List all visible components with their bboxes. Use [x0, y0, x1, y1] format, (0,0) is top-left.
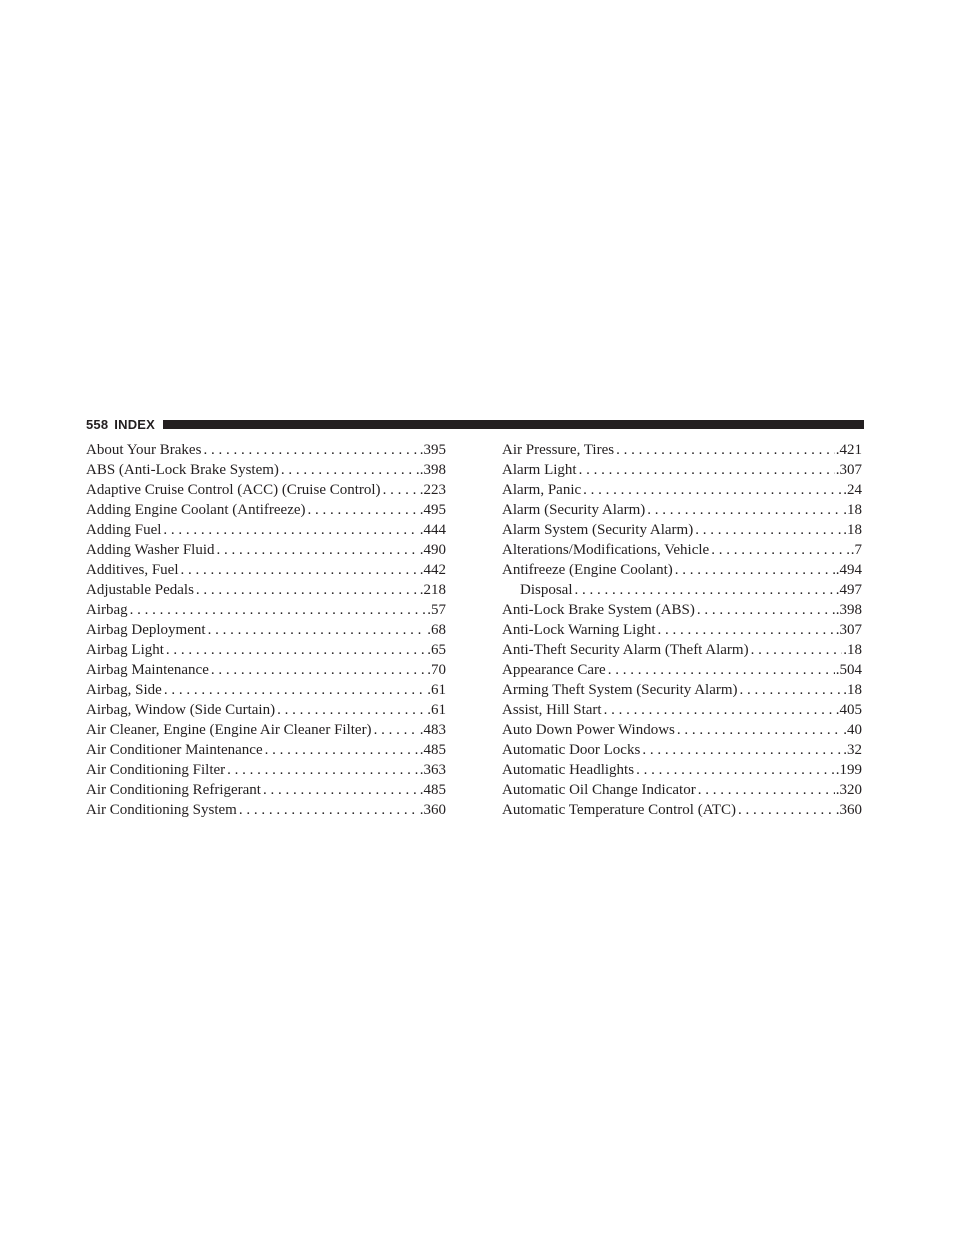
entry-page: .32 [843, 742, 862, 758]
entry-label: Adding Washer Fluid [86, 542, 215, 558]
entry-label: Assist, Hill Start [502, 702, 602, 718]
entry-label: Alarm (Security Alarm) [502, 502, 646, 518]
index-entry[interactable] [502, 740, 862, 760]
dot-leader [217, 540, 419, 560]
dot-leader [164, 680, 426, 700]
entry-label: Air Conditioner Maintenance [86, 742, 263, 758]
entry-page: .218 [419, 582, 446, 598]
dot-leader [265, 740, 419, 760]
dot-leader [196, 580, 419, 600]
index-entry[interactable] [86, 460, 446, 480]
dot-leader [166, 640, 426, 660]
index-entry[interactable] [86, 700, 446, 720]
index-entry[interactable] [502, 460, 862, 480]
entry-page: .61 [427, 682, 446, 698]
entry-page: .65 [427, 642, 446, 658]
entry-label: Airbag, Side [86, 682, 162, 698]
entry-page: .497 [835, 582, 862, 598]
entry-page: .61 [427, 702, 446, 718]
entry-label: Automatic Headlights [502, 762, 635, 778]
entry-label: Alterations/Modifications, Vehicle [502, 542, 710, 558]
entry-page: .442 [419, 562, 446, 578]
index-column-left [86, 440, 446, 820]
index-entry[interactable] [86, 480, 446, 500]
index-entry[interactable] [86, 740, 446, 760]
entry-page: .7 [850, 542, 862, 558]
index-entry[interactable] [86, 800, 446, 820]
entry-page: .398 [419, 462, 446, 478]
index-entry[interactable] [502, 620, 862, 640]
entry-page: .18 [843, 522, 862, 538]
entry-page: .485 [419, 782, 446, 798]
entry-label: Adaptive Cruise Control (ACC) (Cruise Control) [86, 482, 381, 498]
entry-label: Airbag [86, 602, 128, 618]
page-number: 558 [86, 416, 109, 432]
entry-label: Adjustable Pedals [86, 582, 194, 598]
entry-page: .57 [427, 602, 446, 618]
dot-leader [181, 560, 419, 580]
dot-leader [647, 500, 842, 520]
index-column-right [502, 440, 862, 820]
dot-leader [740, 680, 843, 700]
entry-label: Alarm System (Security Alarm) [502, 522, 694, 538]
entry-page: .398 [835, 602, 862, 618]
entry-label: Air Cleaner, Engine (Engine Air Cleaner Filter) [86, 722, 372, 738]
entry-label: Airbag Maintenance [86, 662, 209, 678]
entry-label: Airbag, Window (Side Curtain) [86, 702, 276, 718]
entry-page: .40 [843, 722, 862, 738]
dot-leader [608, 660, 835, 680]
entry-label: Airbag Light [86, 642, 164, 658]
dot-leader [163, 520, 418, 540]
index-entry[interactable] [86, 760, 446, 780]
entry-label: Anti-Theft Security Alarm (Theft Alarm) [502, 642, 749, 658]
entry-page: .70 [427, 662, 446, 678]
entry-page: .199 [835, 762, 862, 778]
entry-page: .494 [835, 562, 862, 578]
entry-page: .18 [843, 682, 862, 698]
dot-leader [308, 500, 419, 520]
dot-leader [239, 800, 419, 820]
dot-leader [211, 660, 426, 680]
dot-leader [698, 780, 835, 800]
entry-label: Additives, Fuel [86, 562, 179, 578]
entry-page: .405 [835, 702, 862, 718]
entry-label: Disposal [520, 582, 573, 598]
page-header [86, 416, 864, 432]
index-entry[interactable] [502, 720, 862, 740]
index-entry[interactable] [86, 720, 446, 740]
index-entry[interactable] [502, 540, 862, 560]
entry-label: Air Pressure, Tires [502, 442, 615, 458]
dot-leader [642, 740, 842, 760]
dot-leader [227, 760, 419, 780]
dot-leader [738, 800, 835, 820]
dot-leader [604, 700, 835, 720]
dot-leader [575, 580, 835, 600]
index-entry[interactable] [86, 520, 446, 540]
entry-page: .68 [427, 622, 446, 638]
entry-page: .490 [419, 542, 446, 558]
entry-page: .360 [835, 802, 862, 818]
dot-leader [677, 720, 842, 740]
entry-label: Alarm, Panic [502, 482, 582, 498]
entry-page: .18 [843, 502, 862, 518]
index-entry[interactable] [86, 680, 446, 700]
index-entry[interactable] [86, 560, 446, 580]
index-entry[interactable] [502, 800, 862, 820]
entry-page: .223 [419, 482, 446, 498]
entry-label: Anti-Lock Warning Light [502, 622, 656, 638]
entry-label: Automatic Oil Change Indicator [502, 782, 696, 798]
entry-label: Air Conditioning Filter [86, 762, 226, 778]
index-entry[interactable] [86, 600, 446, 620]
index-entry[interactable] [86, 580, 446, 600]
dot-leader [658, 620, 835, 640]
entry-label: Antifreeze (Engine Coolant) [502, 562, 673, 578]
index-entry[interactable] [502, 780, 862, 800]
dot-leader [751, 640, 843, 660]
index-entry[interactable] [502, 500, 862, 520]
entry-label: Air Conditioning Refrigerant [86, 782, 261, 798]
entry-label: Anti-Lock Brake System (ABS) [502, 602, 695, 618]
dot-leader [675, 560, 835, 580]
entry-page: .24 [843, 482, 862, 498]
index-entry[interactable] [502, 440, 862, 460]
dot-leader [583, 480, 842, 500]
dot-leader [383, 480, 419, 500]
dot-leader [579, 460, 835, 480]
entry-label: Alarm Light [502, 462, 577, 478]
entry-page: .307 [835, 622, 862, 638]
index-entry[interactable] [502, 640, 862, 660]
header-rule [163, 420, 864, 429]
entry-label: Adding Fuel [86, 522, 162, 538]
dot-leader [711, 540, 850, 560]
header-text [86, 417, 155, 432]
dot-leader [636, 760, 835, 780]
index-entry[interactable] [86, 640, 446, 660]
section-title: INDEX [114, 416, 156, 432]
entry-label: About Your Brakes [86, 442, 202, 458]
entry-page: .395 [419, 442, 446, 458]
dot-leader [697, 600, 835, 620]
entry-label: Appearance Care [502, 662, 606, 678]
index-entry[interactable] [86, 780, 446, 800]
entry-label: Airbag Deployment [86, 622, 206, 638]
entry-label: ABS (Anti-Lock Brake System) [86, 462, 279, 478]
dot-leader [263, 780, 419, 800]
entry-page: .18 [843, 642, 862, 658]
index-entry[interactable] [502, 600, 862, 620]
dot-leader [616, 440, 835, 460]
entry-label: Arming Theft System (Security Alarm) [502, 682, 738, 698]
entry-page: .495 [419, 502, 446, 518]
index-entry[interactable] [502, 700, 862, 720]
index-entry[interactable] [502, 660, 862, 680]
dot-leader [695, 520, 842, 540]
index-entry[interactable] [86, 660, 446, 680]
entry-label: Air Conditioning System [86, 802, 237, 818]
entry-label: Adding Engine Coolant (Antifreeze) [86, 502, 306, 518]
entry-page: .307 [835, 462, 862, 478]
entry-page: .444 [419, 522, 446, 538]
index-entry[interactable] [86, 440, 446, 460]
entry-label: Automatic Temperature Control (ATC) [502, 802, 737, 818]
index-entry[interactable] [502, 680, 862, 700]
entry-page: .504 [835, 662, 862, 678]
entry-page: .483 [419, 722, 446, 738]
index-entry[interactable] [502, 760, 862, 780]
index-entry[interactable] [502, 520, 862, 540]
index-entry[interactable] [86, 540, 446, 560]
entry-label: Automatic Door Locks [502, 742, 641, 758]
entry-page: .363 [419, 762, 446, 778]
dot-leader [130, 600, 427, 620]
entry-page: .360 [419, 802, 446, 818]
dot-leader [374, 720, 419, 740]
dot-leader [203, 440, 418, 460]
index-entry[interactable] [86, 500, 446, 520]
dot-leader [208, 620, 427, 640]
index-subentry[interactable] [502, 580, 862, 600]
index-entry[interactable] [86, 620, 446, 640]
index-entry[interactable] [502, 480, 862, 500]
entry-label: Auto Down Power Windows [502, 722, 675, 738]
dot-leader [281, 460, 419, 480]
entry-page: .421 [835, 442, 862, 458]
entry-page: .320 [835, 782, 862, 798]
entry-page: .485 [419, 742, 446, 758]
index-entry[interactable] [502, 560, 862, 580]
dot-leader [277, 700, 426, 720]
